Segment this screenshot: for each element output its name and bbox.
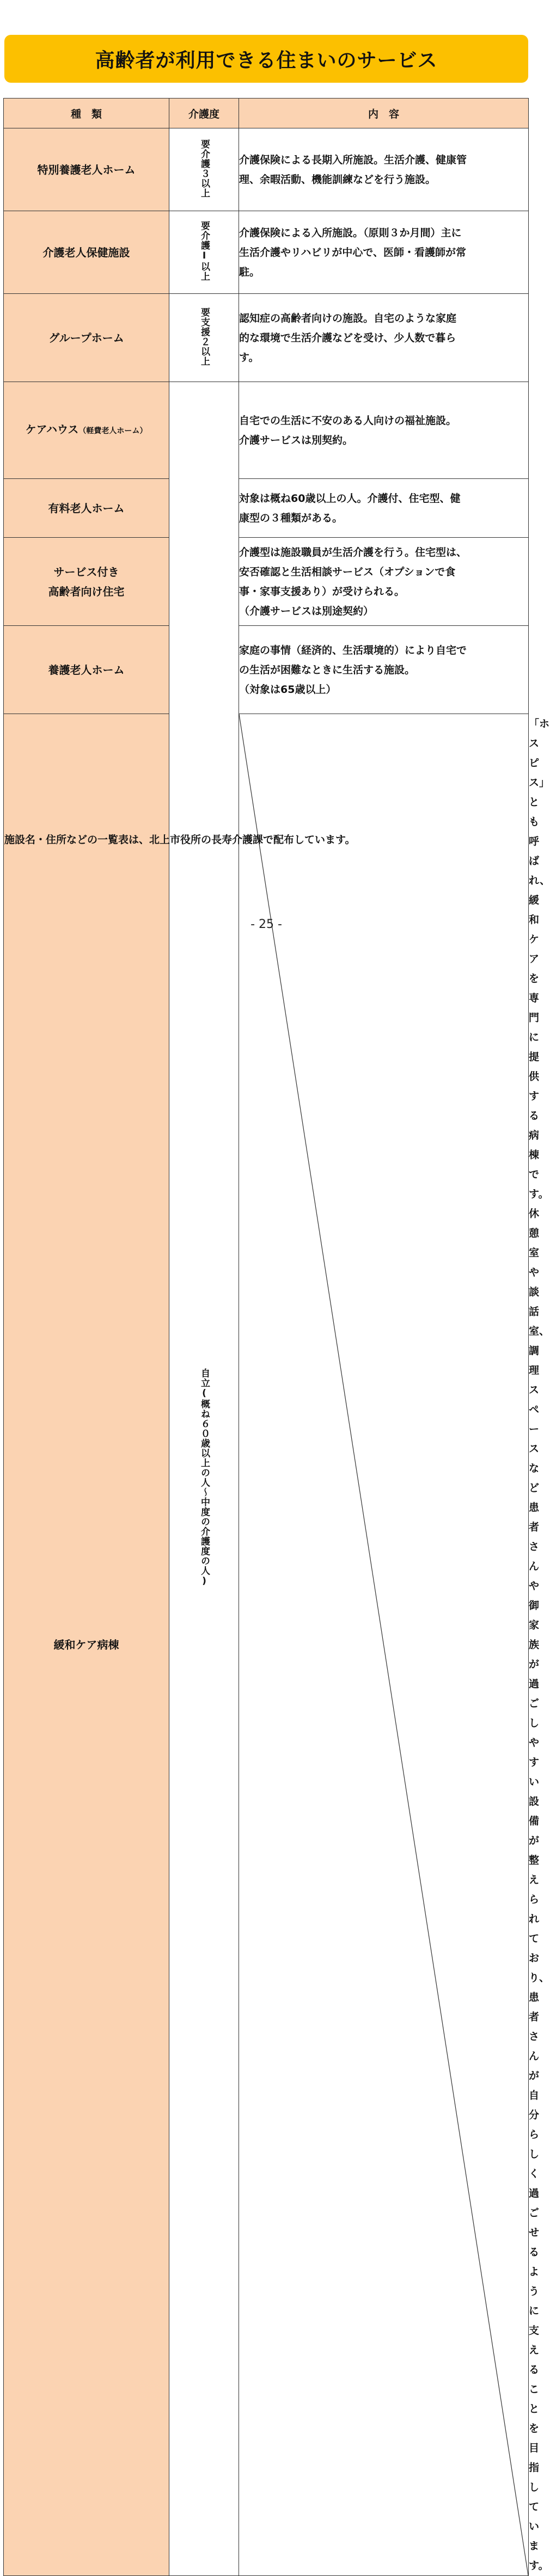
content-line: 介護保険による長期入所施設。生活介護、健康管	[239, 153, 467, 166]
row-content	[239, 382, 529, 479]
row-type-name: ケアハウス	[25, 423, 79, 436]
content-line: 認知症の高齢者向けの施設。自宅のような家庭	[239, 312, 457, 324]
row-care-level	[169, 128, 239, 211]
header-care-level: 介護度	[169, 99, 239, 128]
content-line: 介護保険による入所施設。（原則３か月間）主に	[239, 226, 462, 239]
header-type: 種 類	[4, 99, 169, 128]
row-type: グループホーム	[4, 294, 169, 382]
table-row: 緩和ケア病棟 「ホスピス」とも呼ばれ、緩和ケアを専門に提供 する病棟です。休憩室や談話室、調理スペースな ど患者さんや御家族が過ごしやすい設備が整え られており、患者さんが自分らしく過ごせるよ うに支えることを目指しています。	[4, 714, 529, 2576]
page-title: 高齢者が利用できる住まいのサービス	[95, 49, 438, 72]
row-care-level	[169, 294, 239, 382]
row-type: 特別養護老人ホーム	[4, 128, 169, 211]
title-banner	[4, 35, 528, 83]
content-line: 介護サービスは別契約。	[239, 434, 353, 446]
diagonal-slash	[239, 714, 528, 2575]
row-content	[239, 128, 529, 211]
row-type: 緩和ケア病棟	[4, 714, 169, 2576]
content-line: 自宅での生活に不安のある人向けの福祉施設。	[239, 414, 457, 427]
table-row	[4, 626, 529, 714]
row-type: 介護老人保健施設	[4, 211, 169, 294]
content-line: 対象は概ね60歳以上の人。介護付、住宅型、健	[239, 492, 461, 505]
content-line: 康型の３種類がある。	[239, 512, 343, 524]
table-row	[4, 294, 529, 382]
row-content	[239, 211, 529, 294]
care-level-text: 要支援２以上	[199, 307, 210, 366]
table-row	[4, 382, 529, 479]
footnote: 施設名・住所などの一覧表は、北上市役所の長寿介護課で配布しています。	[4, 834, 356, 846]
table-row	[4, 538, 529, 626]
table-header-row	[4, 99, 529, 128]
content-line: 安否確認と生活相談サービス（オプションで食	[239, 565, 456, 578]
content-line: 家庭の事情（経済的、生活環境的）により自宅で	[239, 644, 467, 656]
content-line: 事・家事支援あり）が受けられる。	[239, 585, 405, 598]
content-line: 理、余暇活動、機能訓練などを行う施設。	[239, 173, 436, 186]
row-type	[4, 538, 169, 626]
content-line: 駐。	[239, 266, 260, 278]
row-type: 有料老人ホーム	[4, 479, 169, 538]
content-line: （介護サービスは別途契約）	[239, 605, 374, 617]
table-row	[4, 479, 529, 538]
content-line: 的な環境で生活介護などを受け、少人数で暮ら	[239, 331, 456, 344]
table-row	[4, 128, 529, 211]
page-number: - 25 -	[250, 918, 282, 931]
row-type-line: 高齢者向け住宅	[48, 585, 125, 598]
row-type: 養護老人ホーム	[4, 626, 169, 714]
row-content	[239, 538, 529, 626]
header-content: 内 容	[239, 99, 529, 128]
services-table	[3, 98, 550, 2576]
care-level-text: 要介護Ⅰ以上	[199, 221, 210, 281]
row-type-note: （軽費老人ホーム）	[78, 427, 148, 435]
row-content	[239, 626, 529, 714]
row-content	[239, 479, 529, 538]
content-line: 生活介護やリハビリが中心で、医師・看護師が常	[239, 246, 467, 259]
content-line: 介護型は施設職員が生活介護を行う。住宅型は、	[239, 546, 467, 558]
row-type	[4, 382, 169, 479]
shared-care-level	[169, 382, 239, 2576]
row-type-line: サービス付き	[53, 565, 119, 579]
table-row	[4, 211, 529, 294]
row-care-level	[169, 211, 239, 294]
content-line: す。	[239, 351, 259, 364]
content-line: （対象は65歳以上）	[239, 683, 337, 696]
empty-care-level	[239, 714, 529, 2576]
row-content	[239, 294, 529, 382]
content-line: の生活が困難なときに生活する施設。	[239, 663, 415, 676]
care-level-text: 自立(概ね６０歳以上の人〜中度の介護度の人)	[199, 1368, 210, 1587]
care-level-text: 要介護３以上	[199, 139, 210, 198]
